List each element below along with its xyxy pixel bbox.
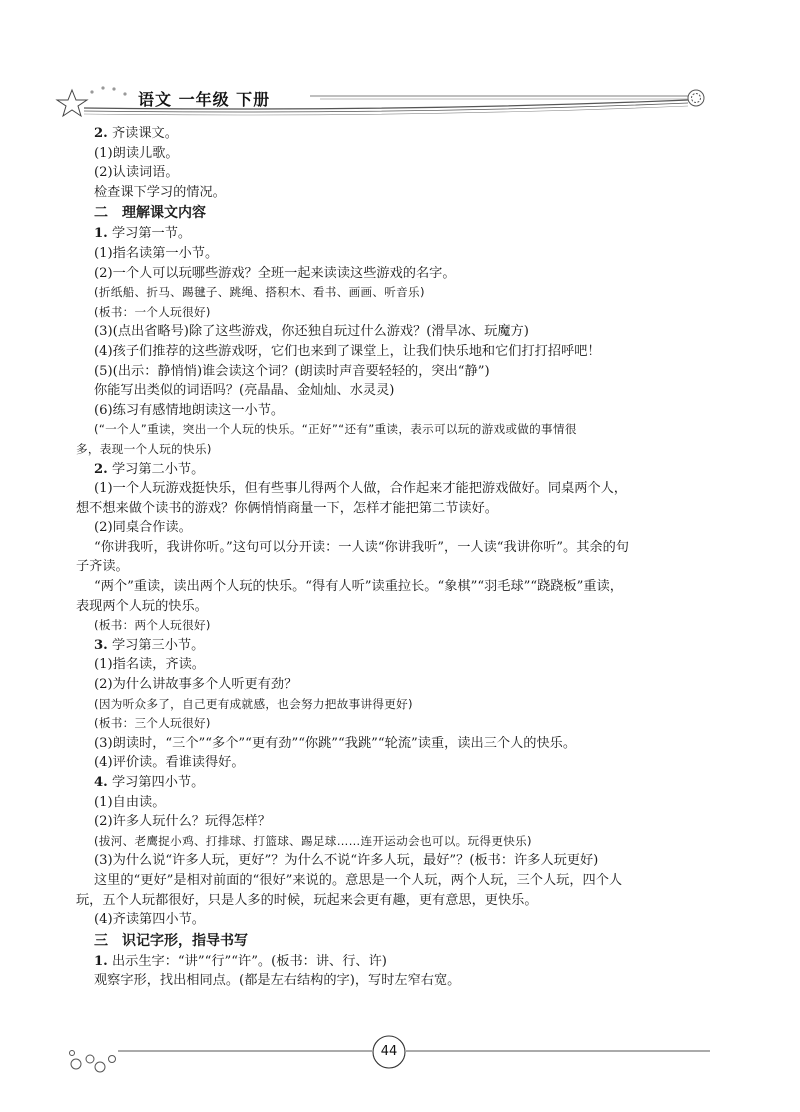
subsection-number: 1. xyxy=(94,226,108,242)
teaching-note: (板书：三个人玩很好) xyxy=(94,716,211,731)
section-heading: 二 理解课文内容 xyxy=(94,205,206,222)
subsection-heading xyxy=(94,460,724,480)
body-line: (6)练习有感情地朗读这一小节。 xyxy=(94,402,285,418)
teaching-note: (板书：两个人玩很好) xyxy=(94,618,211,633)
subsection-number: 2. xyxy=(94,126,108,141)
teaching-note: (折纸船、折马、踢毽子、跳绳、搭积木、看书、画画、听音乐) xyxy=(94,285,425,300)
teaching-note: (拔河、老鹰捉小鸡、打排球、打篮球、踢足球……连开运动会也可以。玩得更快乐) xyxy=(94,833,532,848)
body-line: (4)孩子们推荐的这些游戏呀，它们也来到了课堂上，让我们快乐地和它们打打招呼吧！ xyxy=(94,343,601,359)
body-line: (2)同桌合作读。 xyxy=(94,520,192,536)
subsection-number: 1. xyxy=(94,953,108,969)
subsection-heading xyxy=(94,952,724,972)
subsection-title: 学习第二小节。 xyxy=(111,461,205,477)
subsection-title: 学习第三小节。 xyxy=(111,637,205,653)
body-line: (2)一个人可以玩哪些游戏？全班一起来读读这些游戏的名字。 xyxy=(94,265,456,281)
page-header xyxy=(0,0,800,125)
subsection-title: 齐读课文。 xyxy=(111,126,178,141)
page-footer xyxy=(0,1018,800,1078)
subsection-heading xyxy=(94,773,724,793)
body-line: 表现两个人玩的快乐。 xyxy=(76,598,208,614)
body-line: (3)为什么说“许多人玩，更好”？为什么不说“许多人玩，最好”？(板书：许多人玩更好) xyxy=(94,853,599,869)
subsection-heading xyxy=(94,636,724,656)
body-line: 子齐读。 xyxy=(76,559,129,575)
body-line: “两个”重读，读出两个人玩的快乐。“得有人听”读重拉长。“象棋”“羽毛球”“跷跷板”重读， xyxy=(94,579,623,595)
body-line: (2)为什么讲故事多个人听更有劲？ xyxy=(94,677,298,693)
body-line: (1)朗读儿歌。 xyxy=(94,145,179,161)
teaching-note: 多，表现一个人玩的快乐) xyxy=(76,441,212,456)
body-line: (4)齐读第四小节。 xyxy=(94,912,205,928)
body-line: (5)(出示：静悄悄)谁会读这个词？(朗读时声音要轻轻的，突出“静”) xyxy=(94,363,490,379)
subsection-heading xyxy=(94,124,724,144)
body-line: (1)一个人玩游戏挺快乐，但有些事儿得两个人做，合作起来才能把游戏做好。同桌两个人， xyxy=(94,481,627,497)
subsection-number: 2. xyxy=(94,461,108,477)
teaching-note: (因为听众多了，自己更有成就感，也会努力把故事讲得更好) xyxy=(94,696,413,711)
header-ornament xyxy=(0,0,800,125)
teaching-note: (板书：一个人玩很好) xyxy=(94,304,211,319)
body-line: (2)许多人玩什么？玩得怎样？ xyxy=(94,814,271,830)
lesson-body xyxy=(76,124,724,991)
body-line: (3)朗读时，“三个”“多个”“更有劲”“你跳”“我跳”“轮流”读重，读出三个人的快乐。 xyxy=(94,735,577,751)
body-line: “你讲我听，我讲你听。”这句可以分开读：一人读“你讲我听”，一人读“我讲你听”。其余的句 xyxy=(94,539,629,555)
header-title: 语文 一年级 下册 xyxy=(138,90,271,109)
subsection-title: 出示生字：“讲”“行”“许”。(板书：讲、行、许) xyxy=(111,953,387,969)
body-line: (3)(点出省略号)除了这些游戏，你还独自玩过什么游戏？(滑旱冰、玩魔方) xyxy=(94,324,529,340)
body-line: 玩，五个人玩都很好，只是人多的时候，玩起来会更有趣，更有意思，更快乐。 xyxy=(76,892,538,908)
body-line: 观察字形，找出相同点。(都是左右结构的字)，写时左窄右宽。 xyxy=(94,973,461,989)
body-line: 想不想来做个读书的游戏？你俩悄悄商量一下，怎样才能把第二节读好。 xyxy=(76,500,498,516)
body-line: 你能写出类似的词语吗？(亮晶晶、金灿灿、水灵灵) xyxy=(94,383,395,399)
page-number: 44 xyxy=(380,1044,398,1059)
subsection-number: 3. xyxy=(94,637,108,653)
subsection-number: 4. xyxy=(94,775,108,790)
subsection-title: 学习第一节。 xyxy=(111,226,192,242)
body-line: (1)指名读第一小节。 xyxy=(94,245,219,261)
teaching-note: (“一个人”重读，突出一个人玩的快乐。“正好”“还有”重读，表示可以玩的游戏或做的事情很 xyxy=(94,422,577,437)
body-line: 检查课下学习的情况。 xyxy=(94,184,226,200)
body-line: (1)自由读。 xyxy=(94,794,166,810)
subsection-title: 学习第四小节。 xyxy=(111,775,205,790)
section-heading: 三 识记字形，指导书写 xyxy=(94,932,248,949)
subsection-heading xyxy=(94,224,724,244)
body-line: (4)评价读。看谁读得好。 xyxy=(94,755,245,771)
body-line: 这里的“更好”是相对前面的“很好”来说的。意思是一个人玩，两个人玩，三个人玩，四个人 xyxy=(94,872,623,888)
body-line: (1)指名读，齐读。 xyxy=(94,657,205,673)
circle-ornament-icon xyxy=(688,90,704,106)
star-icon xyxy=(57,90,87,116)
body-line: (2)认读词语。 xyxy=(94,165,179,181)
